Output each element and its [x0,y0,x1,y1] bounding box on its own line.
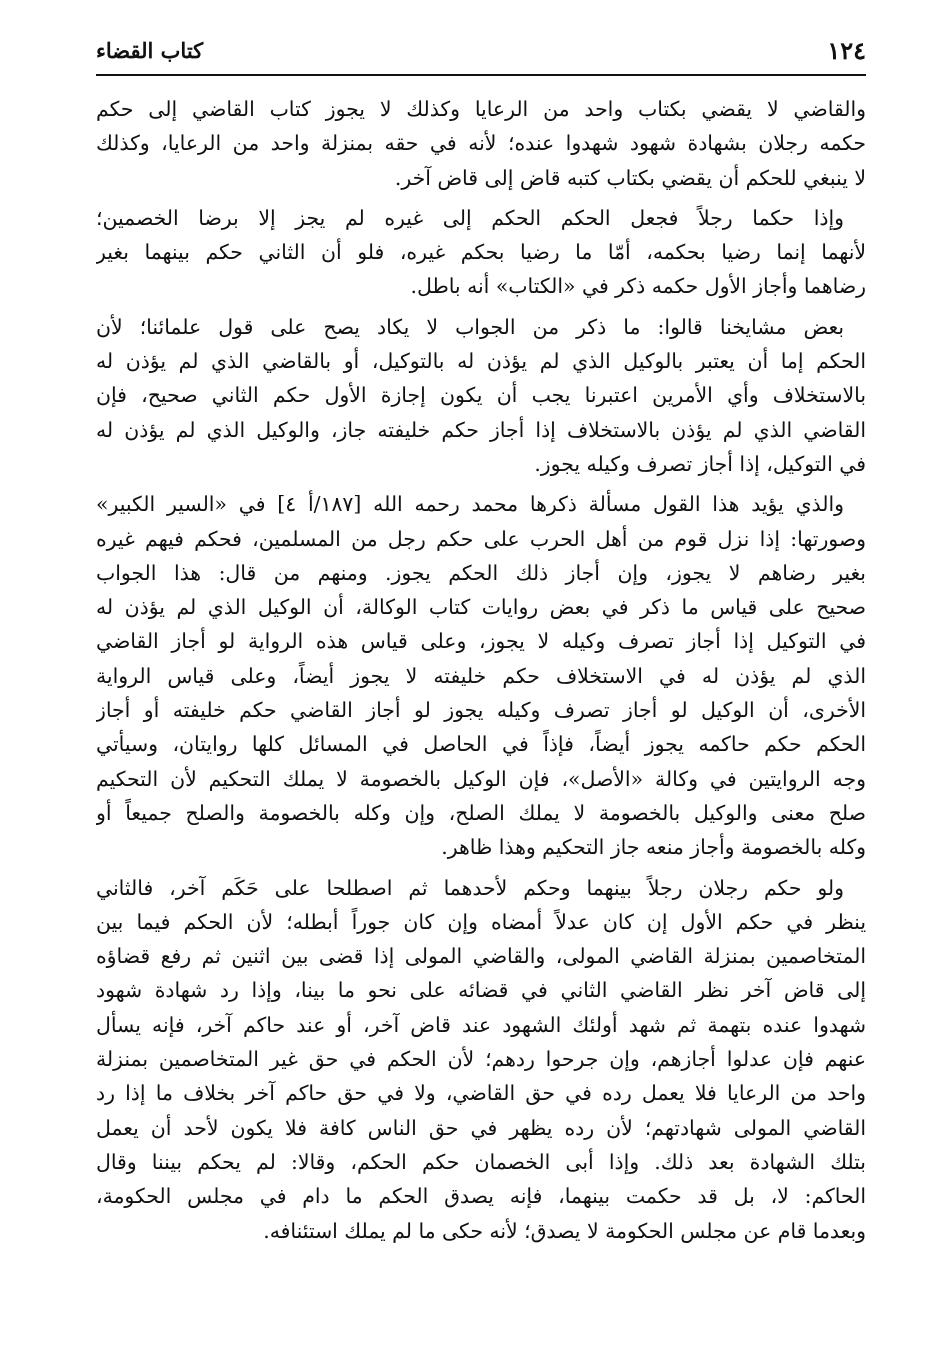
text-line: القاضي المولى شهادتهم؛ لأن رده يظهر في حق الناس كافة فلا يكون لأحد أن يعمل [96,1115,866,1140]
text-line: شهدوا عنده بتهمة ثم شهد أولئك الشهود عند قاض آخر، أو عند حاكم آخر، فإنه يسأل [96,1012,866,1037]
text-line: المتخاصمين بمنزلة القاضي المولى، والقاضي المولى إذا قضى بين اثنين ثم رفع قضاؤه [96,944,866,969]
text-line: في التوكيل، إذا أجاز تصرف وكيله يجوز. [534,451,866,476]
text-line: حكمه رجلان بشهادة شهود شهدوا عنده؛ لأنه في حقه بمنزلة واحد من الرعايا، وكذلك [96,131,866,156]
text-line: الحكم حكم حاكمه يجوز أيضاً، فإذاً في الحاصل في المسائل كلها روايتان، وسيأتي [96,732,866,757]
text-line: وجه الروايتين في وكالة «الأصل»، فإن الوكيل بالخصومة لا يملك التحكيم لأن التحكيم [96,766,866,791]
page-header [96,30,866,76]
text-line: الحكم إما أن يعتبر بالوكيل الذي لم يؤذن له بالتوكيل، أو بالقاضي الذي لم يؤذن له [96,349,866,374]
text-line: والذي يؤيد هذا القول مسألة ذكرها محمد رحمه الله [١٨٧/أ ٤] في «السير الكبير» [96,492,844,517]
text-line: الذي لم يؤذن له في الاستخلاف حكم خليفته لا يجوز أيضاً، وعلى قياس الرواية [96,663,866,688]
text-line: ينظر في حكم الأول إن كان عدلاً أمضاه وإن كان جوراً أبطله؛ لأن الحكم فيما بين [96,909,866,934]
body-text [96,92,866,1248]
text-line: ولو حكم رجلان رجلاً بينهما وحكم لأحدهما ثم اصطلحا على حَكَم آخر، فالثاني [96,875,844,900]
paragraph-1 [96,92,866,195]
text-line: بتلك الشهادة بعد ذلك. وإذا أبى الخصمان حكم الحكم، وقالا: لم يحكم بيننا وقال [96,1149,866,1174]
text-line: والقاضي لا يقضي بكتاب واحد من الرعايا وكذلك لا يجوز كتاب القاضي إلى حكم [96,97,866,121]
text-line: واحد من الرعايا فلا يعمل رده في حق القاضي، ولا في حق حاكم آخر بخلاف ما إذا رد [96,1081,866,1106]
text-line: الأخرى، أن الوكيل لو أجاز تصرف وكيله يجوز لو أجاز القاضي حكم خليفته أو أجاز [96,698,866,723]
text-line: رضاهما وأجاز الأول حكمه ذكر في «الكتاب» أنه باطل. [410,274,866,299]
text-line: وإذا حكما رجلاً فجعل الحكم الحكم إلى غيره لم يجز إلا برضا الخصمين؛ [96,205,844,230]
text-line: صحيح على قياس ما ذكر في بعض روايات كتاب الوكالة، أن الوكيل الذي لم يؤذن له [96,595,866,620]
paragraph-2 [96,201,866,304]
text-line: بعض مشايخنا قالوا: ما ذكر من الجواب لا يكاد يصح على قول علمائنا؛ لأن [96,314,844,339]
text-line: بغير رضاهم لا يجوز، وإن أجاز ذلك الحكم يجوز. ومنهم من قال: هذا الجواب [96,560,866,585]
text-line: الحاكم: لا، بل قد حكمت بينهما، فإنه يصدق الحكم ما دام في مجلس الحكومة، [96,1184,866,1209]
text-line: القاضي الذي لم يؤذن بالاستخلاف إذا أجاز حكم خليفته جاز، والوكيل الذي لم يؤذن له [96,417,866,442]
text-line: بالاستخلاف وأي الأمرين اعتبرنا يجب أن يكون إجازة الأول حكم الثاني صحيح، فإن [96,383,866,408]
text-line: وصورتها: إذا نزل قوم من أهل الحرب على حكم رجل من المسلمين، فحكم فيهم غيره [96,526,866,551]
paragraph-5 [96,871,866,1248]
text-line: إلى قاض آخر نظر القاضي الثاني في قضائه على نحو ما بينا، وإذا رد شهادة شهود [96,978,866,1003]
text-line: في التوكيل إذا أجاز تصرف وكيله لا يجوز، وعلى قياس هذه الرواية لو أجاز القاضي [96,629,866,654]
page-number: ١٢٤ [827,36,866,65]
text-line: لا ينبغي للحكم أن يقضي بكتاب كتبه قاض إلى قاض آخر. [394,165,866,190]
paragraph-4 [96,487,866,864]
paragraph-3 [96,310,866,481]
text-line: وبعدما قام عن مجلس الحكومة لا يصدق؛ لأنه حكى ما لم يملك استئنافه. [263,1218,866,1243]
text-line: عنهم فإن عدلوا أجازهم، وإن جرحوا ردهم؛ لأن الحكم في حق غير المتخاصمين بمنزلة [96,1047,866,1072]
text-line: وكله بالخصومة وأجاز منعه جاز التحكيم وهذا ظاهر. [441,835,866,860]
text-line: لأنهما إنما رضيا بحكمه، أمّا ما رضيا بحكم غيره، فلو أن الثاني حكم بينهما بغير [96,240,866,265]
running-title: كتاب القضاء [96,38,204,63]
text-line: صلح معنى والوكيل بالخصومة لا يملك الصلح، وإن وكله بالخصومة والصلح جميعاً أو [96,800,866,825]
